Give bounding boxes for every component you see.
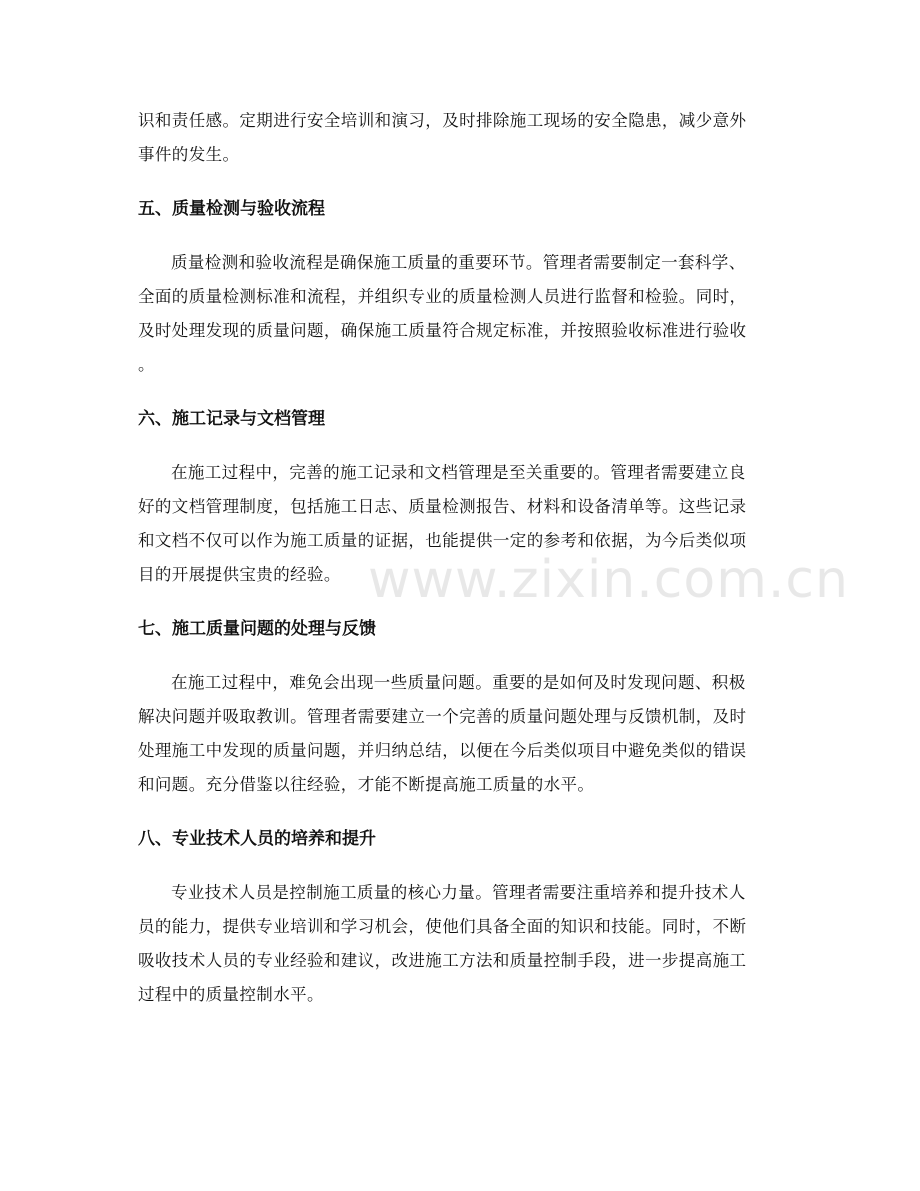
text-line: 员的能力，提供专业培训和学习机会，使他们具备全面的知识和技能。同时，不断 [138, 917, 747, 936]
text-line: 在施工过程中，难免会出现一些质量问题。重要的是如何及时发现问题、积极 [171, 673, 746, 692]
text-line: 。 [138, 355, 155, 374]
section-heading-5: 五、质量检测与验收流程 [138, 199, 325, 219]
text-line: 质量检测和验收流程是确保施工质量的重要环节。管理者需要制定一套科学、 [171, 253, 746, 272]
paragraph-section-5 [138, 246, 788, 382]
paragraph-fragment [138, 104, 788, 172]
text-line: 解决问题并吸取教训。管理者需要建立一个完善的质量问题处理与反馈机制，及时 [138, 707, 747, 726]
text-line: 在施工过程中，完善的施工记录和文档管理是至关重要的。管理者需要建立良 [171, 463, 746, 482]
watermark-text: www.zixin.com.cn [368, 550, 849, 610]
text-line: 好的文档管理制度，包括施工日志、质量检测报告、材料和设备清单等。这些记录 [138, 497, 747, 516]
text-line: 目的开展提供宝贵的经验。 [138, 565, 341, 584]
text-line: 吸收技术人员的专业经验和建议，改进施工方法和质量控制手段，进一步提高施工 [138, 951, 747, 970]
text-line: 过程中的质量控制水平。 [138, 985, 324, 1004]
paragraph-section-7 [138, 666, 788, 802]
text-line: 全面的质量检测标准和流程，并组织专业的质量检测人员进行监督和检验。同时， [138, 287, 747, 306]
text-line: 专业技术人员是控制施工质量的核心力量。管理者需要注重培养和提升技术人 [171, 883, 746, 902]
paragraph-section-8 [138, 876, 788, 1012]
text-line: 和文档不仅可以作为施工质量的证据，也能提供一定的参考和依据，为今后类似项 [138, 531, 747, 550]
section-heading-6: 六、施工记录与文档管理 [138, 409, 325, 429]
text-line: 和问题。充分借鉴以往经验，才能不断提高施工质量的水平。 [138, 775, 595, 794]
text-line: 识和责任感。定期进行安全培训和演习，及时排除施工现场的安全隐患，减少意外 [138, 111, 747, 130]
section-heading-8: 八、专业技术人员的培养和提升 [138, 829, 376, 849]
text-line: 处理施工中发现的质量问题，并归纳总结，以便在今后类似项目中避免类似的错误 [138, 741, 747, 760]
text-line: 及时处理发现的质量问题，确保施工质量符合规定标准，并按照验收标准进行验收 [138, 321, 747, 340]
text-line: 事件的发生。 [138, 145, 240, 164]
section-heading-7: 七、施工质量问题的处理与反馈 [138, 619, 376, 639]
